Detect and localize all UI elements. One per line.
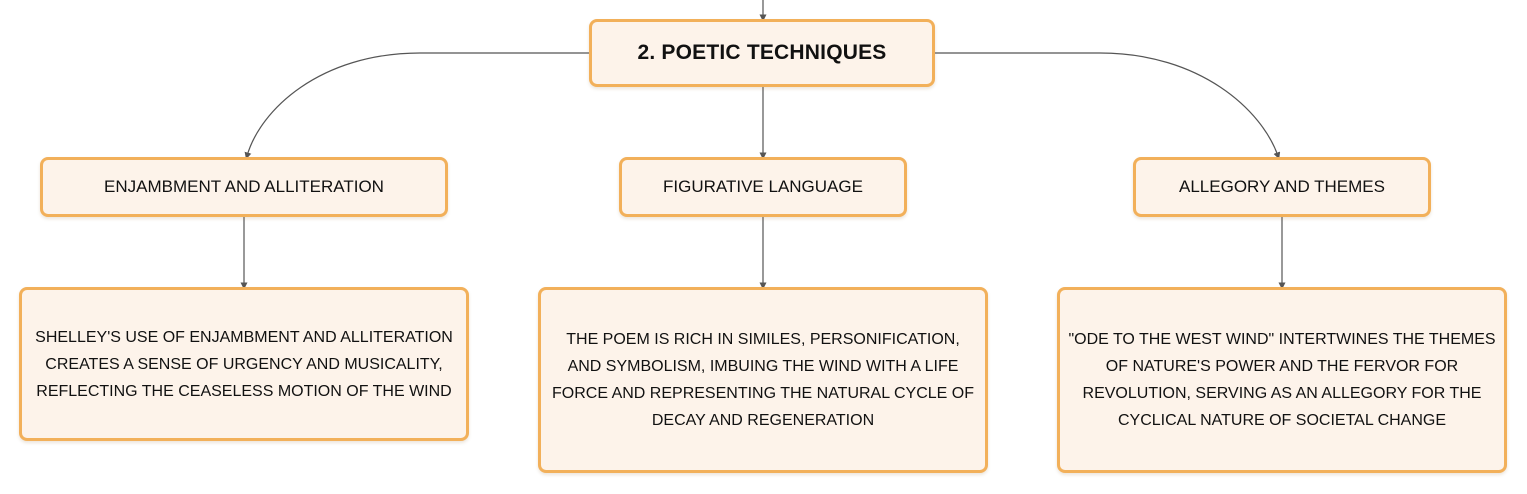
node-label: ENJAMBMENT AND ALLITERATION	[104, 177, 384, 196]
root-node-poetic-techniques[interactable]	[589, 19, 935, 87]
node-allegory-and-themes[interactable]	[1133, 157, 1431, 217]
connector-root-to-enjambment	[247, 53, 589, 156]
detail-text: SHELLEY'S USE OF ENJAMBMENT AND ALLITERATION CREATES A SENSE OF URGENCY AND MUSICALITY, REFLECTING THE CEASELESS MOTION OF THE WIND	[35, 328, 453, 400]
node-figurative-language[interactable]	[619, 157, 907, 217]
root-node-title: 2. POETIC TECHNIQUES	[637, 41, 887, 64]
connector-root-to-allegory	[935, 53, 1278, 156]
detail-node-enjambment[interactable]	[19, 287, 469, 441]
detail-node-figurative[interactable]	[538, 287, 988, 473]
detail-text: "ODE TO THE WEST WIND" INTERTWINES THE THEMES OF NATURE'S POWER AND THE FERVOR FOR REVOLUTION, SERVING AS AN ALLEGORY FOR THE CYCLICAL NATURE OF SOCIETAL CHANGE	[1068, 331, 1496, 429]
node-enjambment-and-alliteration[interactable]	[40, 157, 448, 217]
node-label: ALLEGORY AND THEMES	[1179, 177, 1385, 196]
node-label: FIGURATIVE LANGUAGE	[663, 177, 863, 196]
detail-text: THE POEM IS RICH IN SIMILES, PERSONIFICATION, AND SYMBOLISM, IMBUING THE WIND WITH A LIFE FORCE AND REPRESENTING THE NATURAL CYCLE OF DECAY AND REGENERATION	[552, 331, 974, 429]
detail-node-allegory[interactable]	[1057, 287, 1507, 473]
